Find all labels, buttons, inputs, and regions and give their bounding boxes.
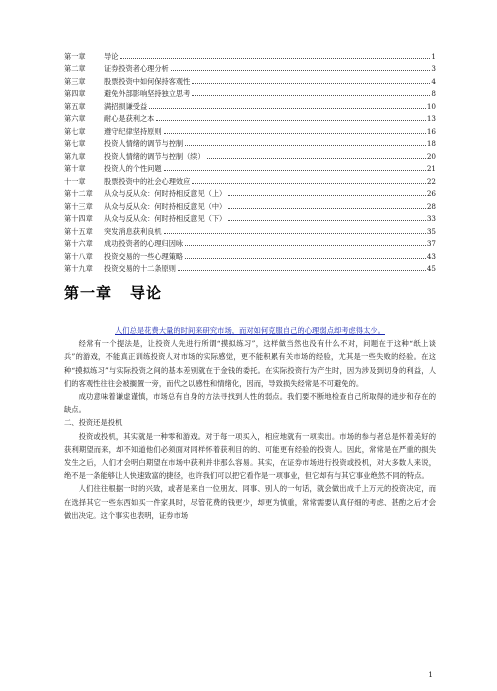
- toc-leader-dots: [228, 219, 426, 221]
- toc-chapter-number: 第九章: [64, 151, 86, 161]
- toc-page-number: 10: [426, 101, 436, 111]
- paragraph-4: 人们往往根据一时的兴致，或者是来自一位朋友、同事、别人的一句话，就会做出成千上万元的投资决定，而在选择其它一些东西如买一件家具时，尽管花费的钱更少，却更为慎重，常常需要认真仔细的考虑、甚酌之后才会做出决定。这个事实也表明，证券市场: [64, 484, 436, 520]
- toc-page-number: 33: [426, 214, 436, 223]
- chapter-number: 第一章: [64, 284, 113, 302]
- toc-chapter-title: 导论: [104, 51, 119, 61]
- toc-chapter-title: 满招损谦受益: [104, 101, 148, 111]
- toc-chapter-title: 股票投资中如何保持客观性: [104, 76, 191, 86]
- toc-page-number: 28: [426, 201, 436, 211]
- chapter-body: [64, 324, 436, 522]
- toc-chapter-title: 避免外部影响坚持独立思考: [104, 89, 191, 98]
- toc-chapter-number: 第四章: [64, 89, 86, 98]
- toc-page-number: 16: [426, 126, 436, 136]
- toc-chapter-number: 第七章: [64, 139, 86, 148]
- toc-entry[interactable]: [64, 61, 436, 74]
- toc-page-number: 4: [431, 76, 436, 86]
- toc-page-number: 20: [426, 151, 436, 161]
- toc-page-number: 8: [431, 89, 436, 98]
- paragraph-3: 投资或投机，其实就是一种零和游戏。对于每一项买入，相应地就有一项卖出。市场的参与者总是怀着美好的获利期望而来，却不知道他们必须面对同样怀着获利目的的、可能更有经验的投资人。因此，常常是在严重的损失发生之后，人们才会明白期望在市场中获利并非那么容易。其实，在证券市场进行投资或投机，对大多数人来说，绝不是一条能够让人快速致富的捷径，也许我们可以把它看作是一项事业，但它却有与其它事业绝然不同的特点。: [64, 431, 436, 481]
- toc-entry[interactable]: [64, 161, 436, 174]
- toc-page-number: 26: [426, 189, 436, 198]
- toc-entry[interactable]: [64, 223, 436, 236]
- toc-chapter-number: 第十四章: [64, 214, 93, 223]
- toc-chapter-title: 投资人情绪的调节与控制: [104, 139, 184, 148]
- toc-chapter-title: 证券投资者心理分析: [104, 64, 169, 73]
- toc-chapter-title: 投资交易的十二条原则: [104, 264, 176, 273]
- toc-entry[interactable]: [64, 173, 436, 186]
- toc-chapter-title: 投资人的个性问题: [104, 164, 162, 173]
- toc-chapter-title: 投资交易的一些心理策略: [104, 251, 184, 261]
- toc-leader-dots: [164, 132, 426, 134]
- toc-chapter-title: 从众与反从众：何时持相反意见（下）: [104, 214, 227, 223]
- toc-chapter-title: 投资人情绪的调节与控制（续）: [104, 151, 205, 161]
- toc-leader-dots: [185, 244, 426, 246]
- toc-leader-dots: [171, 69, 431, 71]
- toc-chapter-title: 从众与反从众：何时持相反意见（中）: [104, 201, 227, 211]
- toc-chapter-number: 第二章: [64, 64, 86, 73]
- toc-page-number: 1: [431, 51, 436, 61]
- paragraph-2: 成功意味着谦虚谨慎，市场总有自身的方法寻找到人性的弱点。我们要不断地检查自己所取得的进步和存在的缺点。: [64, 392, 436, 415]
- toc-page-number: 37: [426, 239, 436, 248]
- page-number: 1: [428, 670, 433, 679]
- toc-page-number: 21: [426, 164, 436, 173]
- toc-entry[interactable]: [64, 48, 436, 61]
- toc-entry[interactable]: [64, 123, 436, 136]
- toc-chapter-number: 第六章: [64, 114, 86, 123]
- toc-entry[interactable]: [64, 136, 436, 149]
- toc-chapter-number: 第十六章: [64, 239, 93, 248]
- toc-entry[interactable]: [64, 261, 436, 274]
- toc-chapter-number: 第五章: [64, 101, 86, 111]
- toc-entry[interactable]: [64, 236, 436, 249]
- toc-chapter-number: 第十九章: [64, 264, 93, 273]
- section-heading-2: 二、投资还是投机: [64, 418, 123, 428]
- table-of-contents: [64, 48, 436, 273]
- paragraph-1: 经常有一个提法是，让投资人先进行所谓“摸拟练习”，这样做当然也没有什么不对，问题在于这种“纸上谈兵”的游戏，不能真正训练投资人对市场的实际感觉，更不能积累有关市场的经验，尤其是一些失败的经验。在这种“摸拟练习”与实际投资之间的基本差别就在于金钱的委托。在实际投资行为产生时，因为涉及到切身的利益，人们的客观性往往会被搁置一旁，而代之以感性和情绪化，因而，导致损失经常是不可避免的。: [64, 339, 436, 388]
- toc-entry[interactable]: [64, 148, 436, 161]
- toc-entry[interactable]: [64, 98, 436, 111]
- toc-chapter-number: 第十章: [64, 164, 86, 173]
- toc-chapter-title: 股票投资中的社会心理效应: [104, 176, 191, 186]
- toc-entry[interactable]: [64, 86, 436, 99]
- toc-page-number: 43: [426, 251, 436, 261]
- chapter-heading: [64, 282, 162, 303]
- toc-leader-dots: [156, 119, 426, 121]
- toc-leader-dots: [228, 207, 426, 209]
- toc-chapter-title: 突发消息获利良机: [104, 226, 162, 236]
- toc-entry[interactable]: [64, 111, 436, 124]
- toc-page-number: 13: [426, 114, 436, 123]
- toc-leader-dots: [207, 157, 426, 159]
- toc-leader-dots: [185, 257, 426, 259]
- toc-entry[interactable]: [64, 73, 436, 86]
- toc-chapter-number: 第十二章: [64, 189, 93, 198]
- chapter-title: 导论: [130, 284, 163, 302]
- toc-page-number: 18: [426, 139, 436, 148]
- toc-chapter-number: 第一章: [64, 51, 86, 61]
- toc-leader-dots: [178, 269, 426, 271]
- toc-chapter-title: 成功投资者的心理归因咏: [104, 239, 184, 248]
- toc-chapter-number: 第十三章: [64, 201, 93, 211]
- toc-entry[interactable]: [64, 198, 436, 211]
- toc-leader-dots: [164, 232, 426, 234]
- toc-page-number: 22: [426, 176, 436, 186]
- toc-leader-dots: [228, 194, 426, 196]
- toc-chapter-title: 遵守纪律坚持原则: [104, 126, 162, 136]
- toc-chapter-title: 从众与反从众：何时持相反意见（上）: [104, 189, 227, 198]
- toc-entry[interactable]: [64, 186, 436, 199]
- toc-entry[interactable]: [64, 248, 436, 261]
- toc-chapter-title: 耐心是获利之本: [104, 114, 155, 123]
- toc-chapter-number: 第十五章: [64, 226, 93, 236]
- toc-page-number: 35: [426, 226, 436, 236]
- highlighted-link-sentence[interactable]: 人们总是花费大量的时间来研究市场，而对如何克服自己的心理弱点却考虑得太少。: [115, 326, 385, 335]
- toc-chapter-number: 第七章: [64, 126, 86, 136]
- toc-leader-dots: [192, 182, 426, 184]
- toc-leader-dots: [185, 144, 426, 146]
- toc-chapter-number: 第十八章: [64, 251, 93, 261]
- toc-leader-dots: [192, 82, 430, 84]
- toc-chapter-number: 第三章: [64, 76, 86, 86]
- toc-chapter-number: 十一章: [64, 176, 86, 186]
- toc-leader-dots: [149, 107, 426, 109]
- toc-entry[interactable]: [64, 211, 436, 224]
- toc-leader-dots: [192, 94, 430, 96]
- toc-page-number: 3: [431, 64, 436, 73]
- toc-page-number: 45: [426, 264, 436, 273]
- toc-leader-dots: [164, 169, 426, 171]
- toc-leader-dots: [120, 57, 430, 59]
